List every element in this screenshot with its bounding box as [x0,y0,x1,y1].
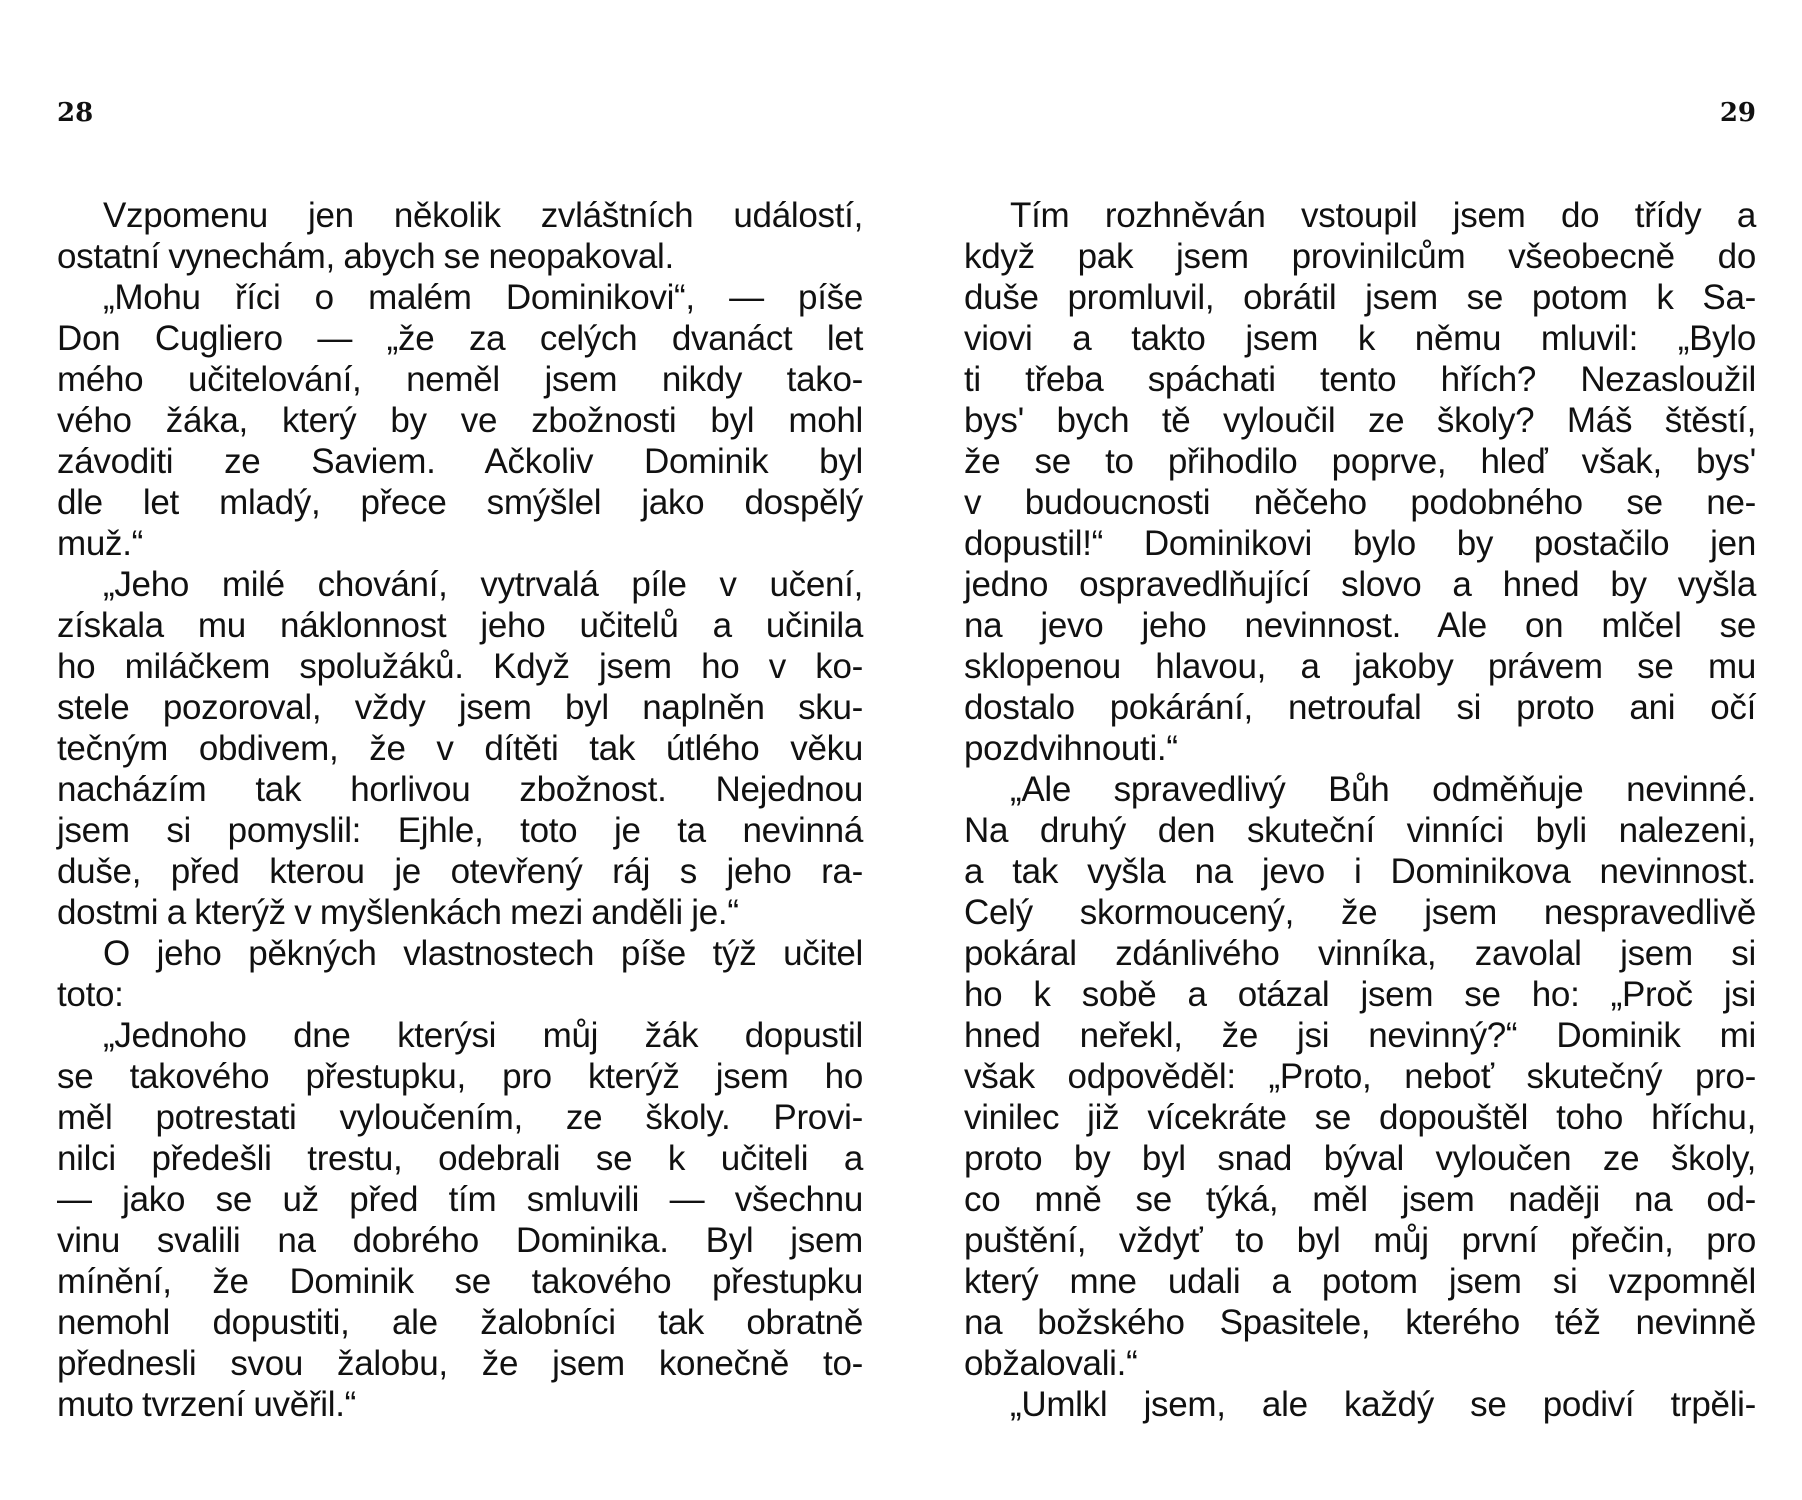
text-line: sklopenou hlavou, a jakoby právem se mu [964,647,1756,686]
text-line: jedno ospravedlňující slovo a hned by vyšla [964,565,1756,604]
text-line: jsem si pomyslil: Ejhle, toto je ta nevinná [57,811,863,850]
text-line: nemohl dopustiti, ale žalobníci tak obratně [57,1303,863,1342]
text-line: nacházím tak horlivou zbožnost. Nejednou [57,770,863,809]
text-line: ostatní vynechám, abych se neopakoval. [57,237,674,276]
text-line: pozdvihnouti.“ [964,729,1178,768]
text-line: O jeho pěkných vlastnostech píše týž učitel [103,934,863,973]
text-line: ti třeba spáchati tento hřích? Nezasloužil [964,360,1756,399]
text-line: ho k sobě a otázal jsem se ho: „Proč jsi [964,975,1756,1014]
text-line: nilci předešli trestu, odebrali se k učiteli a [57,1139,863,1178]
text-line: duše, před kterou je otevřený ráj s jeho ra- [57,852,863,891]
text-line: viovi a takto jsem k němu mluvil: „Bylo [964,319,1756,358]
text-line: tečným obdivem, že v dítěti tak útlého věku [57,729,863,768]
text-line: Vzpomenu jen několik zvláštních událostí, [103,196,863,235]
page-number-left: 28 [57,98,94,128]
text-line: Na druhý den skuteční vinníci byli nalezeni, [964,811,1756,850]
text-line: stele pozoroval, vždy jsem byl naplněn sku- [57,688,863,727]
text-line: vinu svalili na dobrého Dominika. Byl jsem [57,1221,863,1260]
text-line: Don Cugliero — „že za celých dvanáct let [57,319,863,358]
left-page [57,0,863,1500]
text-line: „Jednoho dne kterýsi můj žák dopustil [103,1016,863,1055]
text-line: když pak jsem provinilcům všeobecně do [964,237,1756,276]
text-line: mínění, že Dominik se takového přestupku [57,1262,863,1301]
text-line: proto by byl snad býval vyloučen ze školy, [964,1139,1756,1178]
text-line: se takového přestupku, pro kterýž jsem ho [57,1057,863,1096]
text-line: na božského Spasitele, kterého též nevinně [964,1303,1756,1342]
text-line: bys' bych tě vyloučil ze školy? Máš štěstí, [964,401,1756,440]
text-line: co mně se týká, měl jsem naději na od- [964,1180,1756,1219]
text-line: mého učitelování, neměl jsem nikdy tako- [57,360,863,399]
text-line: Celý skormoucený, že jsem nespravedlivě [964,893,1756,932]
text-line: obžalovali.“ [964,1344,1138,1383]
text-line: a tak vyšla na jevo i Dominikova nevinnost. [964,852,1756,891]
text-line: toto: [57,975,124,1014]
text-line: vého žáka, který by ve zbožnosti byl mohl [57,401,863,440]
right-page [964,0,1756,1500]
right-page-text [964,195,1756,1425]
text-line: dostalo pokárání, netroufal si proto ani očí [964,688,1756,727]
text-line: duše promluvil, obrátil jsem se potom k Sa- [964,278,1756,317]
text-line: na jevo jeho nevinnost. Ale on mlčel se [964,606,1756,645]
text-line: měl potrestati vyloučením, ze školy. Provi- [57,1098,863,1137]
text-line: dostmi a kterýž v myšlenkách mezi anděli je.“ [57,893,739,932]
text-line: — jako se už před tím smluvili — všechnu [57,1180,863,1219]
text-line: který mne udali a potom jsem si vzpomněl [964,1262,1756,1301]
text-line: puštění, vždyť to byl můj první přečin, pro [964,1221,1756,1260]
text-line: v budoucnosti něčeho podobného se ne- [964,483,1756,522]
page-number-right: 29 [1719,98,1756,128]
text-line: ho miláčkem spolužáků. Když jsem ho v ko- [57,647,863,686]
text-line: hned neřekl, že jsi nevinný?“ Dominik mi [964,1016,1756,1055]
text-line: pokáral zdánlivého vinníka, zavolal jsem si [964,934,1756,973]
text-line: však odpověděl: „Proto, neboť skutečný pro- [964,1057,1756,1096]
text-line: dopustil!“ Dominikovi bylo by postačilo jen [964,524,1756,563]
text-line: přednesli svou žalobu, že jsem konečně to- [57,1344,863,1383]
text-line: muto tvrzení uvěřil.“ [57,1385,357,1424]
text-line: „Umlkl jsem, ale každý se podiví trpěli- [1010,1385,1756,1424]
text-line: dle let mladý, přece smýšlel jako dospělý [57,483,863,522]
text-line: závoditi ze Saviem. Ačkoliv Dominik byl [57,442,863,481]
text-line: „Jeho milé chování, vytrvalá píle v učení, [103,565,863,604]
text-line: vinilec již vícekráte se dopouštěl toho hříchu, [964,1098,1756,1137]
text-line: získala mu náklonnost jeho učitelů a učinila [57,606,863,645]
text-line: muž.“ [57,524,144,563]
left-page-text [57,195,863,1425]
text-line: Tím rozhněván vstoupil jsem do třídy a [1010,196,1756,235]
text-line: „Ale spravedlivý Bůh odměňuje nevinné. [1010,770,1756,809]
text-line: že se to přihodilo poprve, hleď však, bys' [964,442,1756,481]
text-line: „Mohu říci o malém Dominikovi“, — píše [103,278,863,317]
